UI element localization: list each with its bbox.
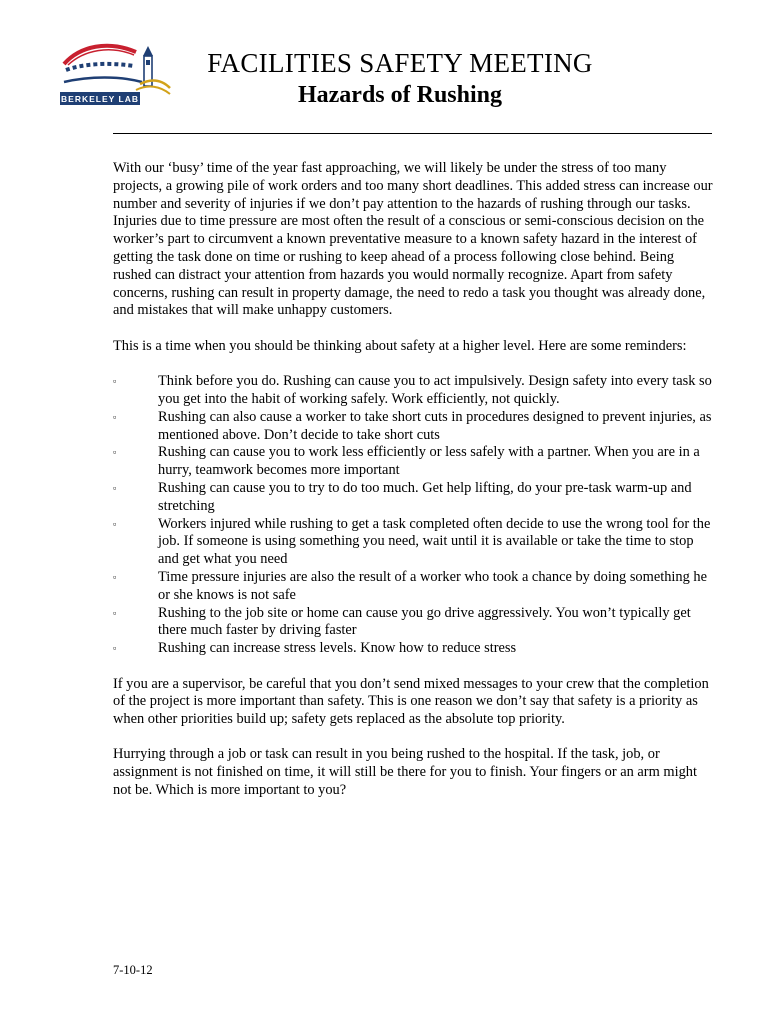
list-item-text: Rushing can cause you to work less efficiently or less safely with a partner. When you are in a hurry, teamwork becomes more important	[158, 444, 700, 479]
bullet-icon: ▫	[113, 447, 117, 458]
bullet-icon: ▫	[113, 571, 117, 582]
list-item-text: Rushing to the job site or home can cause you go drive aggressively. You won’t typically get there much faster by driving faster	[158, 604, 691, 639]
page-subtitle: Hazards of Rushing	[297, 82, 503, 108]
bullet-icon: ▫	[113, 376, 117, 387]
bullet-icon: ▫	[113, 643, 117, 654]
list-item-text: Rushing can increase stress levels. Know how to reduce stress	[158, 640, 517, 657]
berkeley-lab-logo	[60, 38, 172, 108]
list-item	[113, 373, 713, 409]
list-item-text: Rushing can cause you to try to do too much. Get help lifting, do your pre-task warm-up and stretching	[158, 479, 692, 514]
list-item	[113, 444, 713, 480]
header-divider	[113, 133, 712, 134]
list-item-text: Rushing can also cause a worker to take short cuts in procedures designed to prevent injuries, as mentioned above. Don’t decide to take short cuts	[158, 408, 712, 443]
list-item	[113, 409, 713, 445]
svg-text:BERKELEY LAB: BERKELEY LAB	[61, 94, 139, 104]
document-body	[113, 160, 713, 817]
reminders-list	[113, 373, 713, 658]
closing-paragraph: Hurrying through a job or task can result in you being rushed to the hospital. If the task, job, or assignment is not finished on time, it will still be there for you to finish. Your fingers or an arm might not be. Which is more important to you?	[113, 746, 697, 799]
bullet-icon: ▫	[113, 518, 117, 529]
list-item	[113, 569, 713, 605]
footer-date: 7-10-12	[113, 963, 153, 977]
berkeley-lab-logo-icon	[60, 38, 172, 108]
list-item-text: Time pressure injuries are also the result of a worker who took a chance by doing something he or she knows is not safe	[158, 568, 707, 603]
reminders-intro: This is a time when you should be thinking about safety at a higher level. Here are some reminders:	[113, 337, 687, 354]
list-item	[113, 516, 713, 569]
list-item	[113, 605, 713, 641]
page-title: FACILITIES SAFETY MEETING	[207, 48, 593, 78]
bullet-icon: ▫	[113, 411, 117, 422]
list-item	[113, 640, 713, 658]
list-item-text: Workers injured while rushing to get a task completed often decide to use the wrong tool for the job. If someone is using something you need, wait until it is available or take the time to stop and get what you need	[158, 515, 711, 568]
bullet-icon: ▫	[113, 482, 117, 493]
intro-paragraph: With our ‘busy’ time of the year fast approaching, we will likely be under the stress of too many projects, a growing pile of work orders and too many short deadlines. This added stress can increase our number and severity of injuries if we don’t pay attention to the hazards of rushing through our tasks. Injuries due to time pressure are most often the result of a conscious or semi-conscious decision on the worker’s part to circumvent a known preventative measure to a known safety hazard in the interest of getting the task done on time or rushing to keep ahead of a process following close behind. Being rushed can distract your attention from hazards you would normally recognize. Apart from safety concerns, rushing can result in property damage, the need to redo a task you thought was already done, and mistakes that will make unhappy customers.	[113, 160, 713, 319]
list-item-text: Think before you do. Rushing can cause you to act impulsively. Design safety into every task so you get into the habit of working safely. Work efficiently, not quickly.	[158, 373, 712, 407]
list-item	[113, 480, 713, 516]
supervisor-paragraph: If you are a supervisor, be careful that you don’t send mixed messages to your crew that the completion of the project is more important than safety. This is one reason we don’t say that safety is a priority as when other priorities build up; safety gets replaced as the absolute top priority.	[113, 675, 709, 728]
bullet-icon: ▫	[113, 607, 117, 618]
